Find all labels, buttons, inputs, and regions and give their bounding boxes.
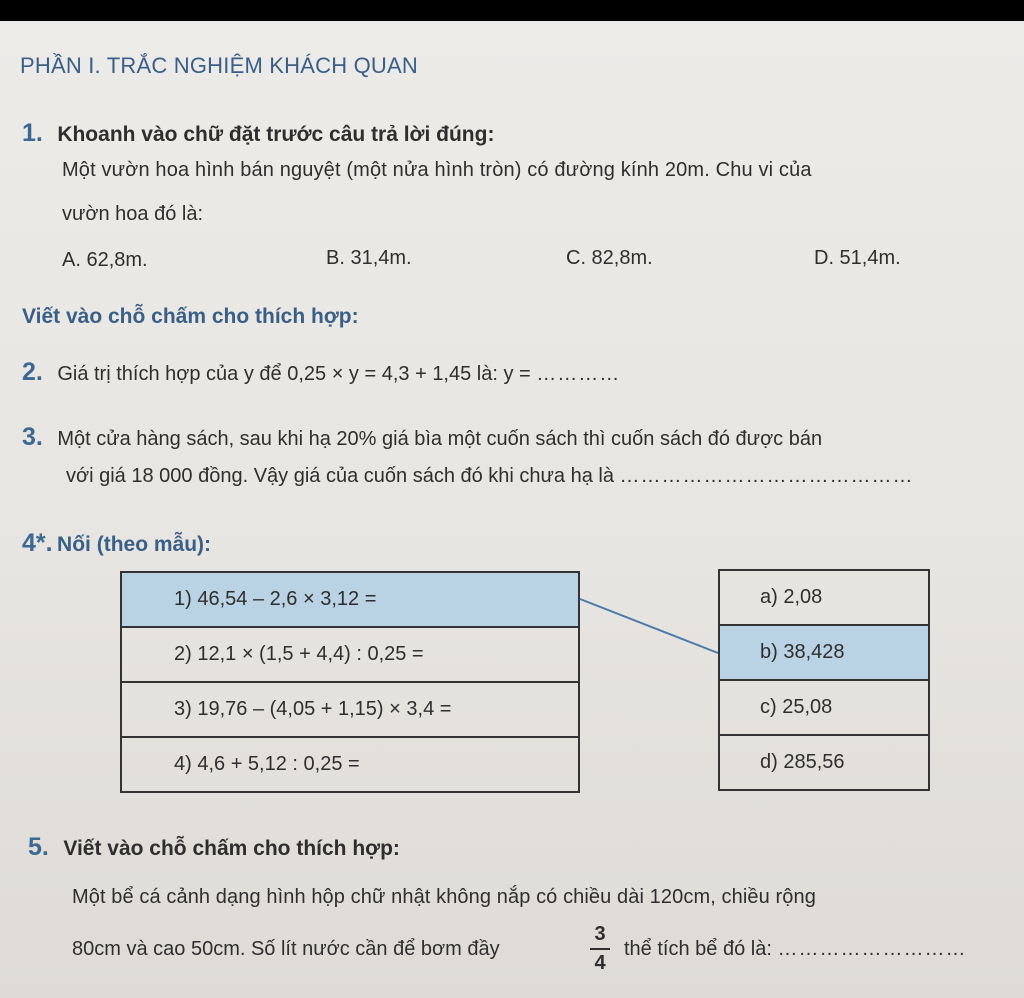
q3-text-line2: với giá 18 000 đồng. Vậy giá của cuốn sách đó khi chưa hạ là: [66, 465, 620, 487]
q2-number: 2.: [22, 358, 43, 386]
textbook-page: [0, 21, 1024, 998]
fraction-numerator: 3: [594, 923, 606, 945]
q1-option-a[interactable]: A. 62,8m.: [62, 249, 148, 271]
results-table: [718, 569, 930, 791]
q1-number: 1.: [22, 119, 43, 147]
q1-text-line2: vườn hoa đó là:: [62, 203, 204, 225]
result-c[interactable]: c) 25,08: [719, 680, 929, 735]
q3-blank[interactable]: ……………………………………: [619, 465, 914, 487]
q1-option-d[interactable]: D. 51,4m.: [814, 247, 901, 269]
fraction-bar: [590, 948, 610, 950]
q1-option-c[interactable]: C. 82,8m.: [566, 247, 653, 269]
q5-heading: [28, 833, 400, 862]
q5-line2-rest: [624, 938, 966, 961]
expression-4[interactable]: 4) 4,6 + 5,12 : 0,25 =: [121, 737, 579, 792]
top-black-bar: [0, 0, 1024, 21]
connector-line: [580, 599, 718, 653]
section-title: PHẦN I. TRẮC NGHIỆM KHÁCH QUAN: [20, 53, 418, 78]
q2-blank[interactable]: …………: [536, 363, 621, 385]
q4-number: 4*.: [22, 529, 53, 557]
q5-text-line2b: thể tích bể đó là:: [624, 938, 778, 960]
expression-1[interactable]: 1) 46,54 – 2,6 × 3,12 =: [121, 572, 579, 627]
q1-option-b[interactable]: B. 31,4m.: [326, 247, 412, 269]
q5-number: 5.: [28, 833, 49, 861]
q3-text-line1: Một cửa hàng sách, sau khi hạ 20% giá bìa một cuốn sách thì cuốn sách đó được bán: [57, 428, 823, 450]
fraction-three-quarters: [590, 923, 610, 975]
expression-3[interactable]: 3) 19,76 – (4,05 + 1,15) × 3,4 =: [121, 682, 579, 737]
expression-2[interactable]: 2) 12,1 × (1,5 + 4,4) : 0,25 =: [121, 627, 579, 682]
q5-text-line1: Một bể cá cảnh dạng hình hộp chữ nhật không nắp có chiều dài 120cm, chiều rộng: [72, 886, 816, 908]
q1-instruction: Khoanh vào chữ đặt trước câu trả lời đúng:: [57, 123, 495, 146]
fraction-denominator: 4: [594, 952, 606, 974]
result-b[interactable]: b) 38,428: [719, 625, 929, 680]
q5-instruction: Viết vào chỗ chấm cho thích hợp:: [63, 837, 400, 860]
q4-instruction: Nối (theo mẫu):: [57, 533, 212, 556]
q2-text: Giá trị thích hợp của y để 0,25 × y = 4,3 + 1,45 là: y =: [57, 363, 537, 385]
q1-text-line1: Một vườn hoa hình bán nguyệt (một nửa hình tròn) có đường kính 20m. Chu vi của: [62, 159, 812, 181]
q3-number: 3.: [22, 423, 43, 451]
result-a[interactable]: a) 2,08: [719, 570, 929, 625]
q5-text-line2a: 80cm và cao 50cm. Số lít nước cần để bơm đầy: [72, 938, 500, 960]
result-d[interactable]: d) 285,56: [719, 735, 929, 790]
q5-blank[interactable]: ………………………: [777, 938, 967, 960]
fill-heading: Viết vào chỗ chấm cho thích hợp:: [22, 305, 359, 328]
